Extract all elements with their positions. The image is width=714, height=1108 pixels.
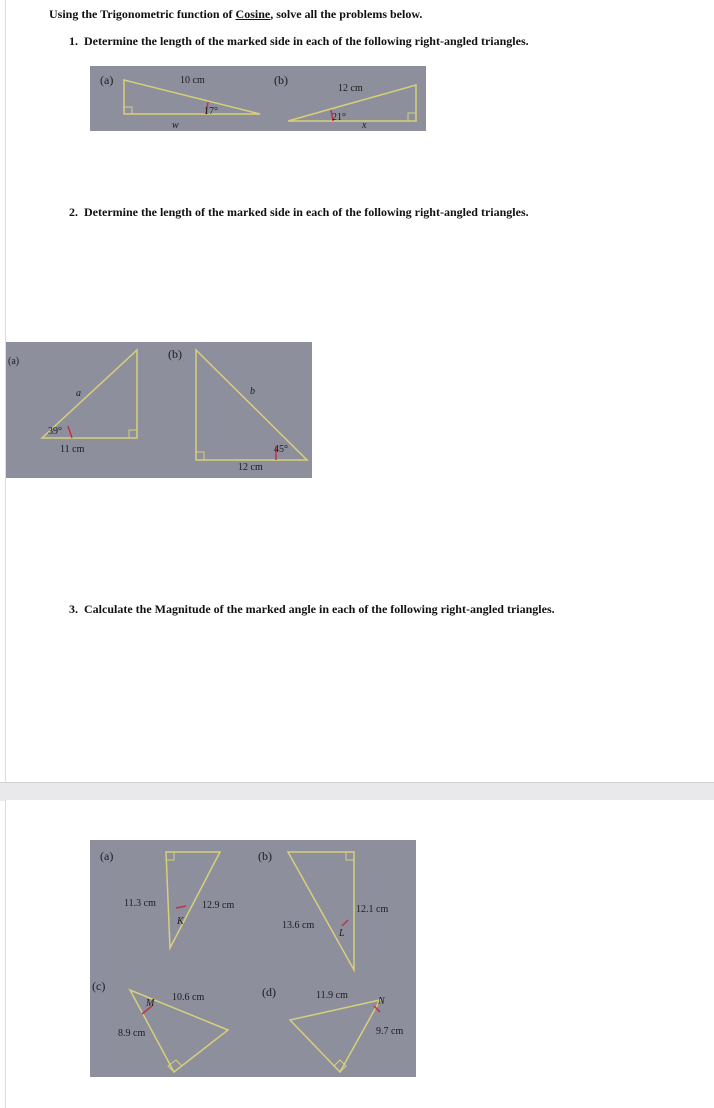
fig3b-side1-label: 13.6 cm	[282, 920, 315, 931]
fig2a-tag: (a)	[8, 356, 20, 367]
document-page-1	[5, 0, 714, 782]
fig3a-side2-label: 12.9 cm	[202, 900, 235, 911]
question-3-number: 3.	[69, 602, 78, 616]
fig3b-side2-label: 12.1 cm	[356, 904, 389, 915]
question-1-text: Determine the length of the marked side in each of the following right-angled triangles.	[84, 34, 529, 48]
fig1a-angle-label: 17°	[204, 106, 218, 117]
fig1a-tag: (a)	[100, 73, 114, 87]
fig3b-tag: (b)	[258, 849, 272, 863]
question-2-text: Determine the length of the marked side in each of the following right-angled triangles.	[84, 205, 529, 219]
fig3d-side1-label: 11.9 cm	[316, 990, 348, 1001]
question-3-text: Calculate the Magnitude of the marked angle in each of the following right-angled triangles.	[84, 602, 555, 616]
question-2-number: 2.	[69, 205, 78, 219]
page-separator	[0, 782, 714, 801]
fig1a-hyp-label: 10 cm	[180, 75, 205, 86]
fig2b-angle-label: 45°	[274, 444, 288, 455]
fig2a-side-label: a	[76, 388, 81, 399]
fig2b-tag: (b)	[168, 347, 182, 361]
fig3c-angle-label: M	[146, 998, 155, 1009]
fig2b-base-label: 12 cm	[238, 462, 263, 473]
fig3c-tag: (c)	[92, 979, 106, 993]
fig1a-side-label: w	[172, 120, 179, 131]
fig3d-tag: (d)	[262, 985, 276, 999]
fig1b-angle-label: 21°	[332, 112, 346, 123]
fig3b-angle-label: L	[339, 928, 345, 939]
fig1b-tag: (b)	[274, 73, 288, 87]
document-page-2	[5, 800, 714, 1108]
fig3a-side1-label: 11.3 cm	[124, 898, 156, 909]
fig3c-side1-label: 10.6 cm	[172, 992, 205, 1003]
fig3a-angle-label: K	[177, 916, 184, 927]
question-2	[69, 205, 529, 220]
figure-1-photo	[90, 66, 426, 131]
fig2b-side-label: b	[250, 386, 255, 397]
page-title: Using the Trigonometric function of Cosine, solve all the problems below.	[49, 7, 423, 21]
title-emphasis: Cosine	[235, 7, 271, 21]
fig3d-angle-label: N	[378, 996, 385, 1007]
fig3d-side2-label: 9.7 cm	[376, 1026, 404, 1037]
question-3	[69, 602, 555, 617]
fig3c-side2-label: 8.9 cm	[118, 1028, 146, 1039]
fig2a-angle-label: 39°	[48, 426, 62, 437]
question-1	[69, 34, 529, 49]
fig3a-tag: (a)	[100, 849, 114, 863]
fig2a-base-label: 11 cm	[60, 444, 85, 455]
fig1b-hyp-label: 12 cm	[338, 83, 363, 94]
question-1-number: 1.	[69, 34, 78, 48]
figure-2-photo	[6, 342, 312, 478]
fig1b-side-label: x	[362, 120, 367, 131]
figure-3-photo	[90, 840, 416, 1077]
